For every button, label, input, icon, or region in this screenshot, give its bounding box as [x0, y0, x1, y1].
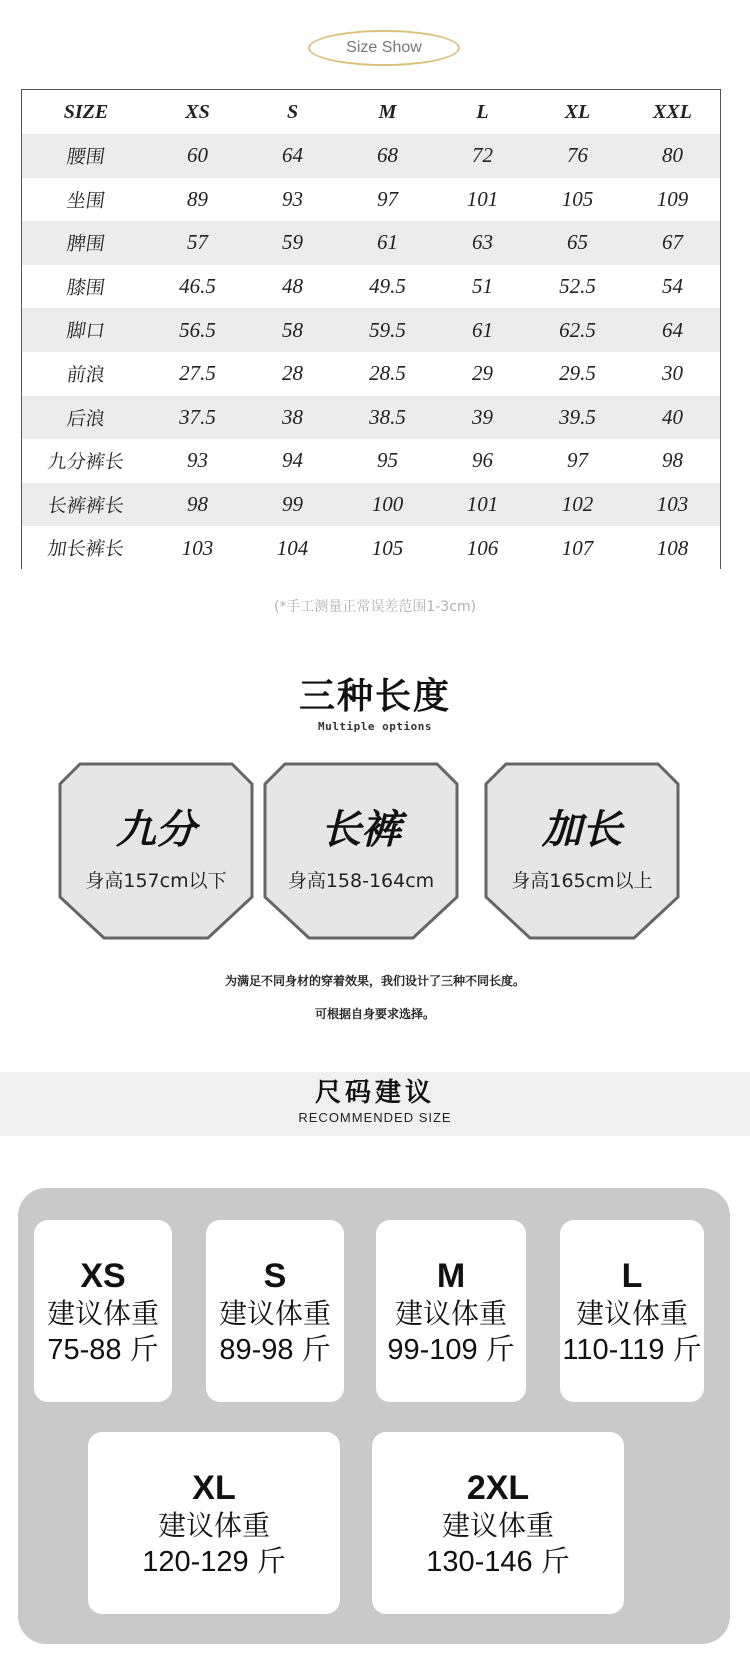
size-table-row-label: 九分裤长	[46, 451, 126, 474]
header-xs: XS	[185, 100, 210, 123]
size-table-cell: 64	[662, 317, 683, 342]
size-card-size: XS	[80, 1257, 126, 1295]
size-table-cell: 63	[472, 230, 493, 255]
size-card-size: 2XL	[466, 1469, 530, 1507]
size-table-cell: 97	[377, 186, 398, 211]
size-table-row-label: 腰围	[65, 146, 107, 169]
header-size: SIZE	[63, 100, 109, 123]
size-table-cell: 95	[377, 448, 398, 473]
measurement-note: (*手工测量正常误差范围1-3cm)	[273, 599, 477, 615]
size-card-range: 75-88 斤	[47, 1334, 159, 1366]
size-table-row	[22, 352, 720, 396]
size-card-label: 建议体重	[218, 1297, 331, 1330]
length-height: 身高157cm以下	[85, 870, 227, 892]
header-l: L	[476, 100, 489, 123]
size-table-row	[22, 439, 720, 483]
size-table-cell: 103	[181, 535, 214, 560]
length-card-jiufen	[58, 762, 254, 942]
size-table-cell: 98	[187, 492, 208, 517]
size-table-cell: 67	[662, 230, 683, 255]
size-card-size: L	[621, 1257, 643, 1295]
size-table-cell: 97	[567, 448, 588, 473]
header-xl: XL	[564, 100, 591, 123]
recommendation-panel	[18, 1188, 730, 1644]
size-table-row-label: 长裤裤长	[46, 495, 126, 518]
size-card-range: 130-146 斤	[426, 1546, 570, 1578]
size-table-cell: 89	[187, 186, 208, 211]
lengths-title: 三种长度	[298, 676, 451, 717]
size-table-row	[22, 308, 720, 352]
size-table-cell: 107	[561, 535, 594, 560]
size-table-cell: 101	[466, 186, 499, 211]
size-table-cell: 61	[472, 317, 493, 342]
size-table-cell: 99	[282, 492, 303, 517]
size-table-cell: 109	[656, 186, 689, 211]
size-table-cell: 28	[282, 361, 303, 386]
size-table-cell: 38	[282, 404, 303, 429]
size-table-cell: 40	[662, 404, 683, 429]
lengths-description: 为满足不同身材的穿着效果，我们设计了三种不同长度。	[224, 974, 525, 988]
size-table-cell: 59	[282, 230, 303, 255]
size-table-row	[22, 134, 720, 178]
size-card-label: 建议体重	[46, 1297, 159, 1330]
size-table-cell: 105	[561, 186, 594, 211]
size-card-l	[560, 1220, 704, 1402]
size-table-cell: 29.5	[559, 361, 596, 386]
size-table-cell: 108	[656, 535, 689, 560]
size-card-xs	[34, 1220, 172, 1402]
size-table-cell: 68	[377, 143, 398, 168]
size-table-row	[22, 483, 720, 527]
size-table-cell: 64	[282, 143, 303, 168]
size-card-label: 建议体重	[394, 1297, 507, 1330]
lengths-description-2: 可根据自身要求选择。	[314, 1007, 435, 1021]
size-table-row	[22, 178, 720, 222]
size-card-range: 110-119 斤	[562, 1334, 702, 1366]
size-card-range: 99-109 斤	[387, 1334, 515, 1366]
size-table-cell: 58	[282, 317, 303, 342]
size-table-row	[22, 526, 720, 570]
length-card-jiachang	[484, 762, 680, 942]
size-card-label: 建议体重	[441, 1509, 554, 1542]
size-card-m	[376, 1220, 526, 1402]
size-table-cell: 60	[187, 143, 208, 168]
size-table-row-label: 后浪	[65, 407, 107, 430]
size-table-cell: 100	[371, 492, 404, 517]
size-table-row-label: 坐围	[65, 189, 107, 212]
size-table-cell: 51	[472, 274, 493, 299]
size-table-cell: 49.5	[369, 274, 406, 299]
size-table-row	[22, 221, 720, 265]
size-table-cell: 98	[662, 448, 683, 473]
size-table-cell: 28.5	[369, 361, 406, 386]
size-table-cell: 46.5	[179, 274, 216, 299]
size-table-header-row	[22, 90, 720, 134]
size-table-row-label: 脚口	[65, 320, 107, 343]
size-table-cell: 30	[662, 361, 683, 386]
size-card-range: 120-129 斤	[142, 1546, 286, 1578]
size-card-label: 建议体重	[575, 1297, 688, 1330]
size-card-xl	[88, 1432, 340, 1614]
length-height: 身高158-164cm	[287, 870, 435, 892]
size-table-cell: 76	[567, 143, 588, 168]
size-table-row-label: 前浪	[65, 364, 107, 387]
size-show-label: Size Show	[308, 30, 460, 66]
header-m: M	[378, 100, 397, 123]
header-s: S	[286, 100, 299, 123]
size-table-cell: 94	[282, 448, 303, 473]
size-table-cell: 93	[187, 448, 208, 473]
length-name: 九分	[116, 807, 196, 853]
size-table-cell: 37.5	[179, 404, 216, 429]
size-table-cell: 93	[282, 186, 303, 211]
size-card-label: 建议体重	[157, 1509, 270, 1542]
size-card-2xl	[372, 1432, 624, 1614]
size-table-cell: 27.5	[179, 361, 216, 386]
length-card-changku	[263, 762, 459, 942]
size-table-cell: 52.5	[559, 274, 596, 299]
size-table-row-label: 膝围	[65, 277, 107, 300]
length-name: 加长	[542, 807, 622, 853]
size-table-cell: 96	[472, 448, 493, 473]
size-table-cell: 57	[187, 230, 208, 255]
length-height: 身高165cm以上	[511, 870, 653, 892]
size-table-cell: 72	[472, 143, 493, 168]
size-table-cell: 104	[276, 535, 309, 560]
size-table-row-label: 脾围	[65, 233, 107, 256]
size-table-cell: 39.5	[559, 404, 596, 429]
size-table-cell: 102	[561, 492, 594, 517]
size-table-cell: 61	[377, 230, 398, 255]
size-table-cell: 38.5	[369, 404, 406, 429]
size-card-range: 89-98 斤	[219, 1334, 331, 1366]
size-table-cell: 106	[466, 535, 499, 560]
size-table-cell: 65	[567, 230, 588, 255]
size-table-cell: 62.5	[559, 317, 596, 342]
size-table-cell: 105	[371, 535, 404, 560]
size-table-row	[22, 396, 720, 440]
length-name: 长裤	[321, 807, 401, 853]
size-table-row-label: 加长裤长	[46, 538, 126, 561]
size-table-cell: 39	[472, 404, 493, 429]
size-table-row	[22, 265, 720, 309]
size-table-cell: 48	[282, 274, 303, 299]
size-card-s	[206, 1220, 344, 1402]
size-table-cell: 29	[472, 361, 493, 386]
size-card-size: S	[263, 1257, 287, 1295]
size-table-cell: 80	[662, 143, 683, 168]
recommended-subtitle: RECOMMENDED SIZE	[298, 1110, 452, 1125]
size-card-size: M	[436, 1257, 466, 1295]
size-table-cell: 56.5	[179, 317, 216, 342]
lengths-subtitle: Multiple options	[318, 720, 432, 733]
size-table-cell: 59.5	[369, 317, 406, 342]
header-xxl: XXL	[653, 100, 692, 123]
recommended-title: 尺码建议	[314, 1078, 435, 1108]
size-table	[21, 89, 721, 569]
size-table-cell: 54	[662, 274, 683, 299]
size-card-size: XL	[192, 1469, 236, 1507]
size-table-cell: 101	[466, 492, 499, 517]
size-table-cell: 103	[656, 492, 689, 517]
